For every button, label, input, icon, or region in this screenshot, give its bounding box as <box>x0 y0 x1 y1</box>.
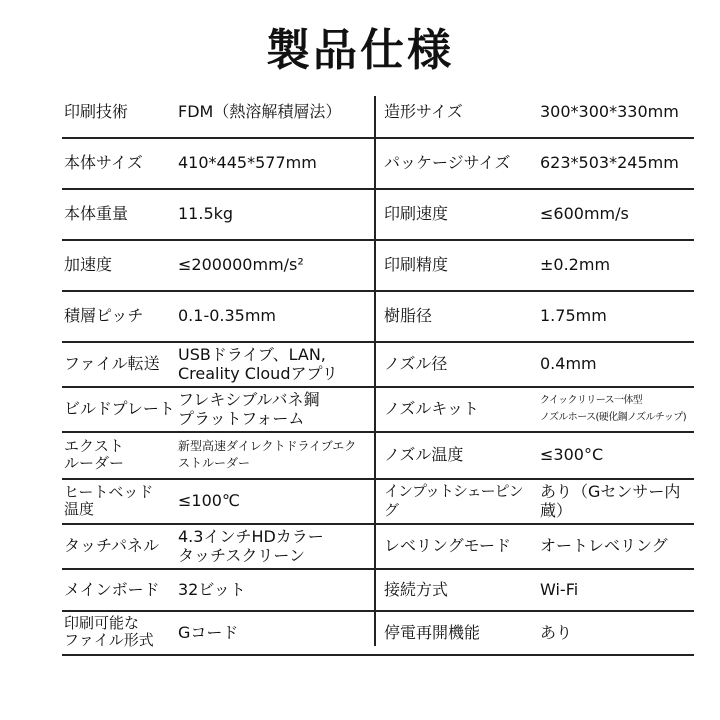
spec-label-cell <box>64 341 179 386</box>
spec-label-cell <box>384 86 534 137</box>
spec-value-cell <box>540 431 700 478</box>
spec-label: ファイル転送 <box>64 354 160 373</box>
spec-value: クイックリリース一体型 ノズルホース(硬化鋼ノズルチップ) <box>540 394 687 423</box>
spec-label: ノズルキット <box>384 399 480 418</box>
spec-label: 本体重量 <box>64 204 129 223</box>
spec-label: 樹脂径 <box>384 306 433 325</box>
spec-label: メインボード <box>64 579 160 599</box>
spec-label: ヒートベッド 温度 <box>64 482 154 518</box>
spec-row <box>62 431 694 480</box>
spec-value: あり（Gセンサー内蔵） <box>540 481 681 520</box>
spec-value-cell <box>540 386 700 431</box>
spec-label: 印刷技術 <box>64 102 129 121</box>
spec-label-cell <box>384 341 534 386</box>
spec-row <box>62 137 694 190</box>
spec-value: ≤200000mm/s² <box>178 255 304 274</box>
spec-value-cell <box>540 86 700 137</box>
spec-label-cell <box>64 568 179 610</box>
spec-label: 印刷速度 <box>384 204 449 223</box>
spec-label: 積層ピッチ <box>64 306 144 325</box>
spec-label: 接続方式 <box>384 579 449 599</box>
spec-label-cell <box>64 386 179 431</box>
spec-row <box>62 86 694 139</box>
spec-label-cell <box>384 568 534 610</box>
spec-row <box>62 188 694 241</box>
spec-label-cell <box>384 239 534 290</box>
spec-value: ≤100℃ <box>178 491 240 510</box>
spec-label: 停電再開機能 <box>384 622 481 642</box>
spec-label-cell <box>64 431 179 478</box>
spec-value: 410*445*577mm <box>178 153 317 172</box>
spec-label-cell <box>384 290 534 341</box>
spec-label-cell <box>64 523 179 568</box>
spec-row <box>62 568 694 612</box>
spec-value-cell <box>540 188 700 239</box>
spec-label: 印刷精度 <box>384 255 449 274</box>
spec-label-cell <box>384 523 534 568</box>
spec-label-cell <box>384 137 534 188</box>
spec-value: あり <box>540 622 573 642</box>
spec-label: ノズル径 <box>384 354 448 373</box>
spec-value-cell <box>540 290 700 341</box>
spec-value: 623*503*245mm <box>540 153 679 172</box>
spec-label-cell <box>64 239 179 290</box>
spec-row <box>62 478 694 525</box>
spec-label: 加速度 <box>64 255 113 274</box>
spec-label-cell <box>64 188 179 239</box>
spec-value-cell <box>540 610 700 654</box>
spec-value: 11.5kg <box>178 204 234 223</box>
spec-value: 300*300*330mm <box>540 102 679 121</box>
spec-value: 新型高速ダイレクトドライブエク ストルーダー <box>178 438 357 470</box>
spec-row <box>62 523 694 570</box>
spec-value: 32ビット <box>178 579 246 599</box>
spec-row <box>62 239 694 292</box>
spec-label-cell <box>64 137 179 188</box>
spec-value: ≤600mm/s <box>540 204 629 223</box>
spec-label-cell <box>64 290 179 341</box>
spec-value: ±0.2mm <box>540 255 611 274</box>
spec-label-cell <box>64 86 179 137</box>
spec-value: 1.75mm <box>540 306 607 325</box>
spec-value-cell <box>540 341 700 386</box>
spec-label: パッケージサイズ <box>384 153 511 172</box>
spec-value: オートレベリング <box>540 536 668 555</box>
spec-value-cell <box>540 239 700 290</box>
spec-label: 印刷可能な ファイル形式 <box>64 614 154 649</box>
spec-value-cell <box>540 137 700 188</box>
spec-value-cell <box>540 478 700 523</box>
spec-value: 0.1-0.35mm <box>178 306 277 325</box>
spec-label: エクスト ルーダー <box>64 436 125 472</box>
spec-value: 4.3インチHDカラー タッチスクリーン <box>178 526 324 565</box>
spec-label-cell <box>384 386 534 431</box>
spec-row <box>62 610 694 656</box>
spec-label-cell <box>64 478 179 523</box>
spec-label: ビルドプレート <box>64 399 175 418</box>
spec-label: インプットシェーピング <box>384 481 523 519</box>
spec-value: Wi-Fi <box>540 579 579 599</box>
spec-value: フレキシブルバネ鋼 プラットフォーム <box>178 389 320 428</box>
spec-value-cell <box>540 523 700 568</box>
spec-label-cell <box>384 188 534 239</box>
spec-label: ノズル温度 <box>384 445 464 464</box>
spec-value-cell <box>540 568 700 610</box>
spec-label-cell <box>64 610 179 654</box>
spec-row <box>62 341 694 388</box>
spec-label: 造形サイズ <box>384 102 463 121</box>
spec-value: USBドライブ、LAN, Creality Cloudアプリ <box>178 344 338 383</box>
spec-row <box>62 386 694 433</box>
spec-label-cell <box>384 431 534 478</box>
spec-value: ≤300°C <box>540 445 604 464</box>
spec-label-cell <box>384 478 534 523</box>
spec-label-cell <box>384 610 534 654</box>
spec-row <box>62 290 694 343</box>
spec-label: タッチパネル <box>64 536 160 555</box>
spec-value: Gコード <box>178 622 239 642</box>
spec-label: レベリングモード <box>384 536 512 555</box>
spec-label: 本体サイズ <box>64 153 143 172</box>
spec-value: 0.4mm <box>540 354 597 373</box>
spec-value: FDM（熱溶解積層法） <box>178 102 342 121</box>
page-title: 製品仕様 <box>266 25 454 76</box>
